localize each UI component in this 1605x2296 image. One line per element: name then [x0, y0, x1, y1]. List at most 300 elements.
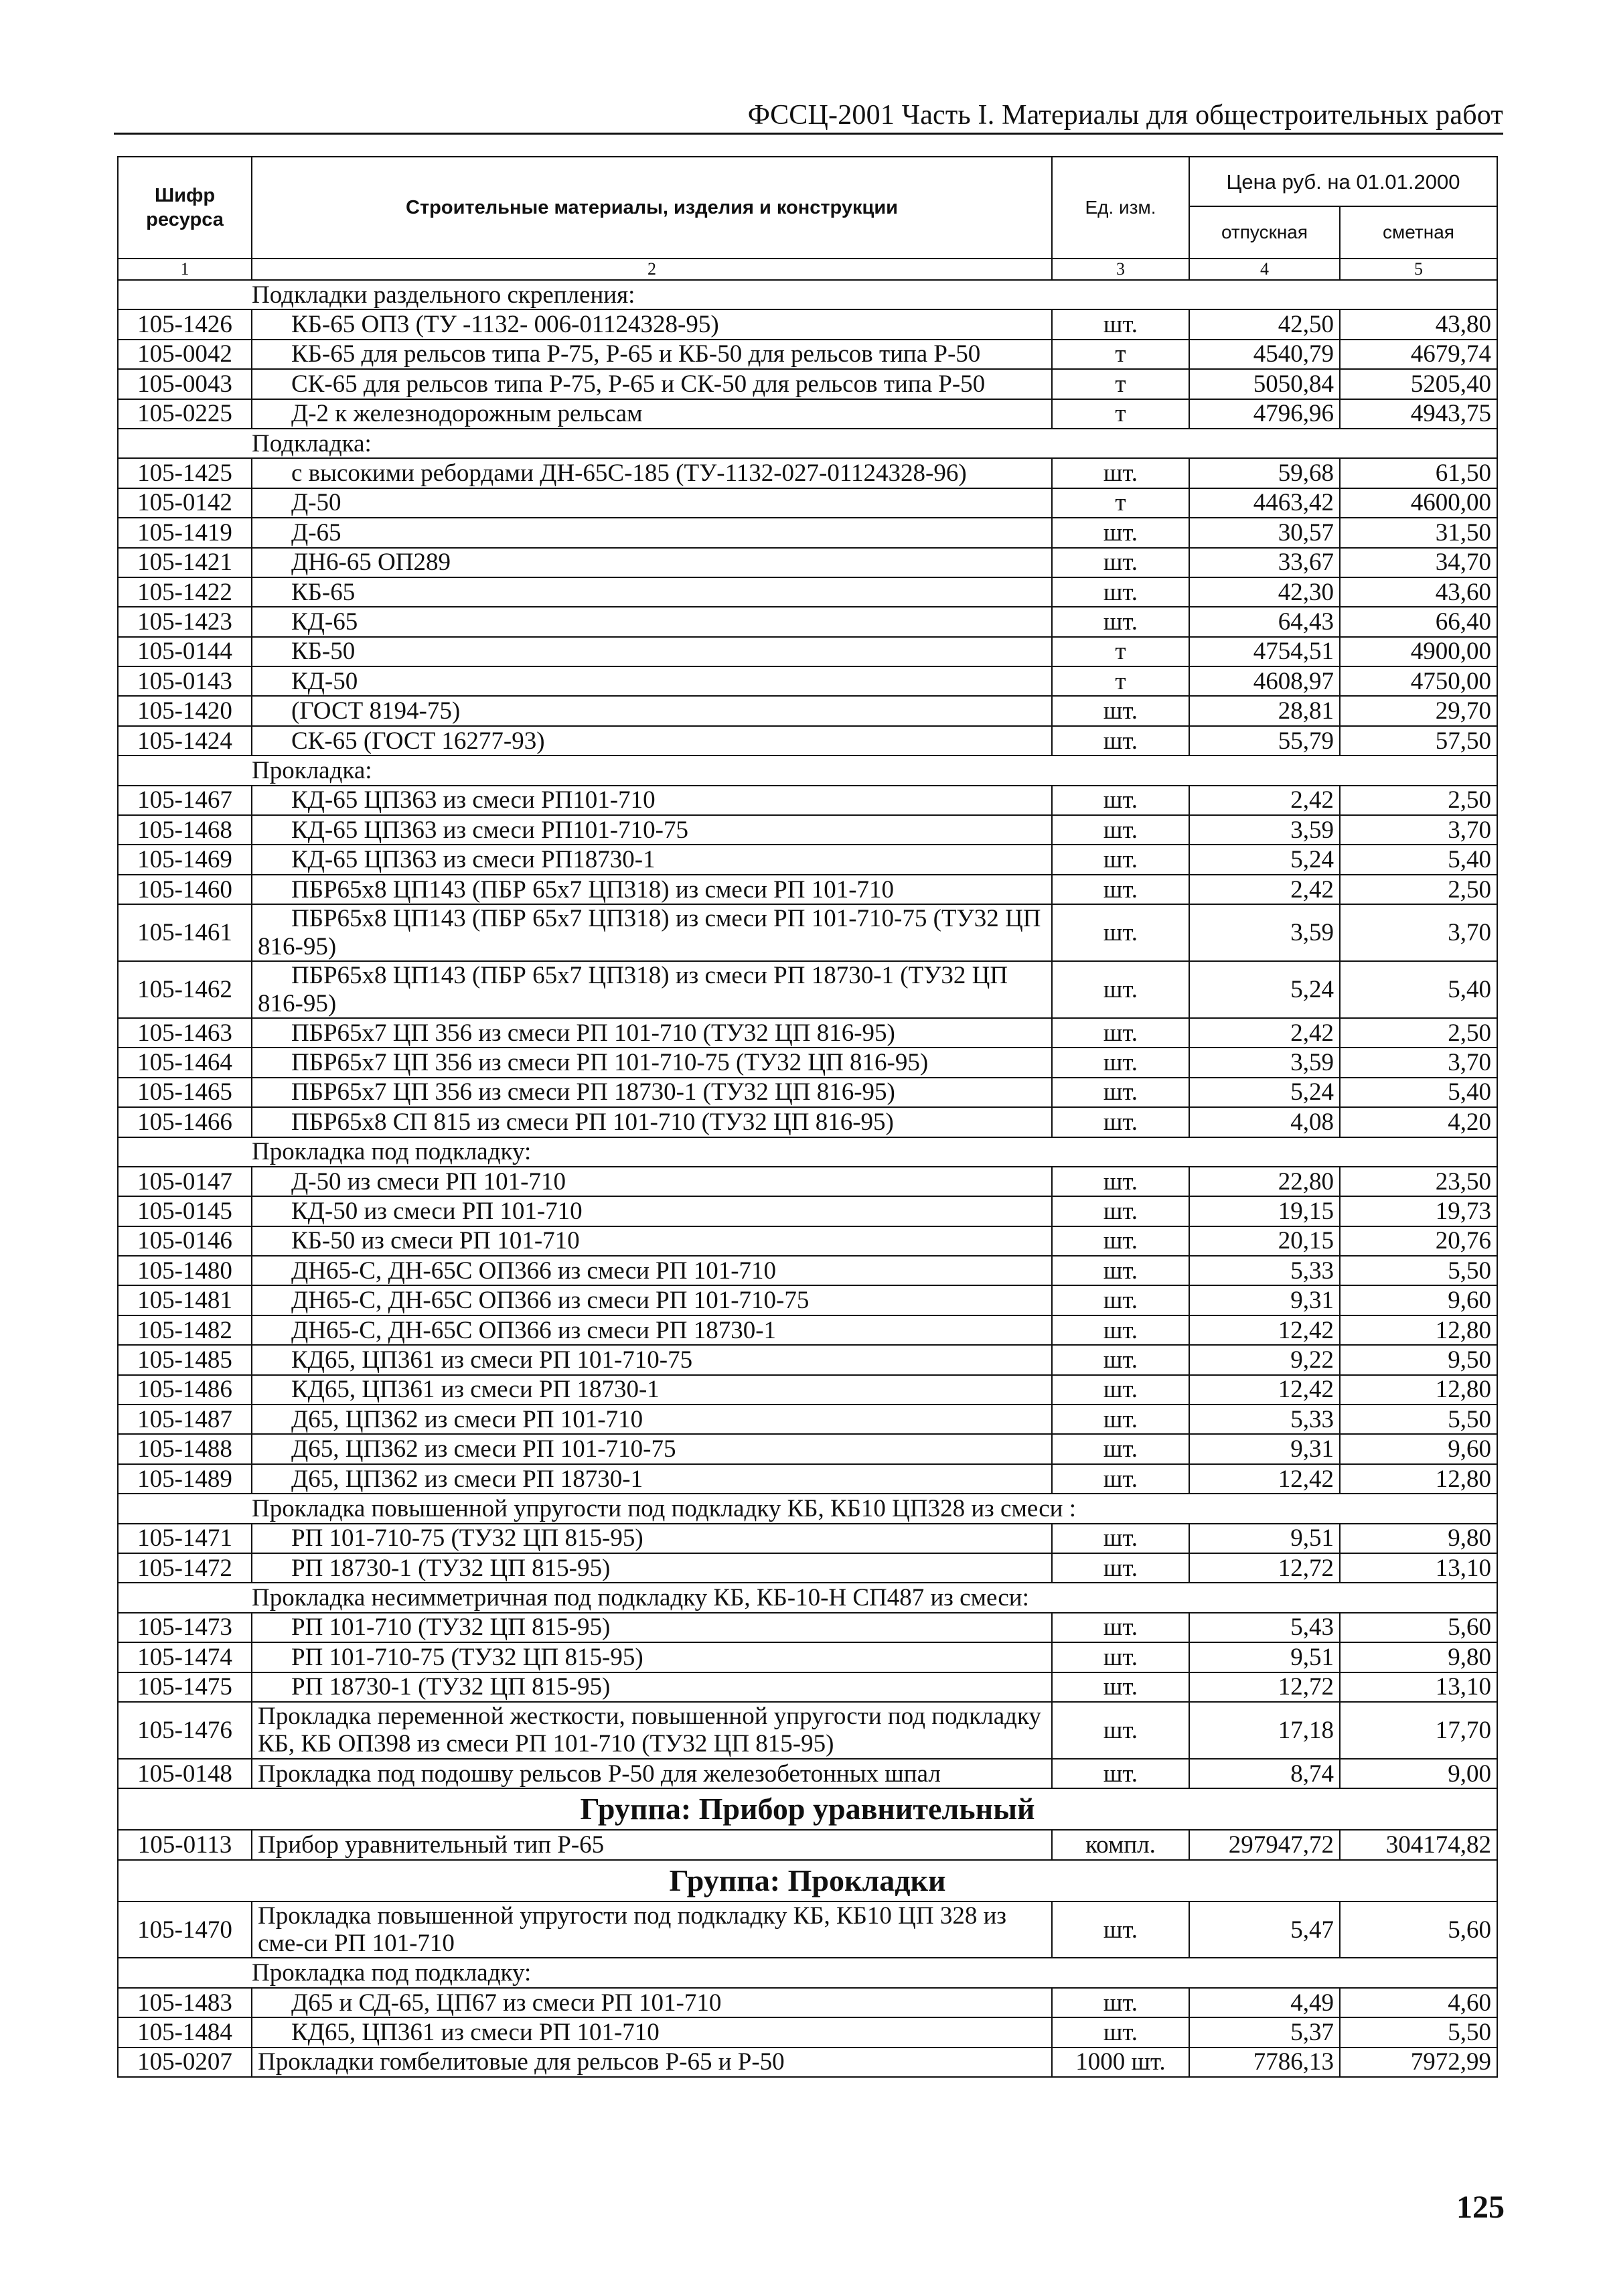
- resource-code: 105-0147: [118, 1167, 252, 1196]
- unit: 1000 шт.: [1052, 2048, 1189, 2077]
- material-name: ДН65-С, ДН-65С ОП366 из смеси РП 18730-1: [252, 1315, 1052, 1345]
- material-name: РП 101-710 (ТУ32 ЦП 815-95): [252, 1613, 1052, 1642]
- resource-code: 105-1460: [118, 875, 252, 904]
- resource-code: 105-0146: [118, 1226, 252, 1256]
- column-header-name: Строительные материалы, изделия и конструкции: [252, 157, 1052, 259]
- unit: шт.: [1052, 1048, 1189, 1077]
- price-release: 17,18: [1189, 1702, 1340, 1759]
- resource-code: 105-1480: [118, 1256, 252, 1285]
- material-name: ДН6-65 ОП289: [252, 548, 1052, 577]
- resource-code: 105-0144: [118, 637, 252, 666]
- table-row: [118, 1672, 1497, 1702]
- material-name: КБ-65 для рельсов типа Р-75, Р-65 и КБ-50 для рельсов типа Р-50: [252, 340, 1052, 369]
- resource-code: 105-1471: [118, 1524, 252, 1553]
- unit: шт.: [1052, 1375, 1189, 1405]
- unit: шт.: [1052, 1315, 1189, 1345]
- material-name: КД-65 ЦП363 из смеси РП18730-1: [252, 845, 1052, 874]
- price-release: 22,80: [1189, 1167, 1340, 1196]
- group-title: Группа: Прибор уравнительный: [118, 1788, 1497, 1830]
- table-row: [118, 458, 1497, 488]
- table-row: [118, 399, 1497, 429]
- price-estimate: 4943,75: [1340, 399, 1497, 429]
- table-row: [118, 1759, 1497, 1788]
- unit: шт.: [1052, 1107, 1189, 1137]
- price-release: 2,42: [1189, 875, 1340, 904]
- resource-code: 105-1489: [118, 1464, 252, 1494]
- section-title: Прокладка несимметричная под подкладку КБ, КБ-10-Н СП487 из смеси:: [252, 1583, 1497, 1612]
- material-name: ПБР65х8 СП 815 из смеси РП 101-710 (ТУ32 ЦП 816-95): [252, 1107, 1052, 1137]
- price-estimate: 31,50: [1340, 518, 1497, 547]
- price-estimate: 4,60: [1340, 1988, 1497, 2017]
- unit: шт.: [1052, 548, 1189, 577]
- table-row: [118, 309, 1497, 339]
- section-title: Прокладка под подкладку:: [252, 1137, 1497, 1167]
- material-name: ДН65-С, ДН-65С ОП366 из смеси РП 101-710-75: [252, 1285, 1052, 1315]
- unit: т: [1052, 637, 1189, 666]
- price-release: 3,59: [1189, 815, 1340, 845]
- table-row: [118, 340, 1497, 369]
- price-estimate: 5,50: [1340, 1405, 1497, 1434]
- price-estimate: 5205,40: [1340, 369, 1497, 399]
- unit: шт.: [1052, 1167, 1189, 1196]
- resource-code: 105-1464: [118, 1048, 252, 1077]
- section-title: Прокладка:: [252, 756, 1497, 785]
- table-row: [118, 726, 1497, 756]
- price-estimate: 4600,00: [1340, 488, 1497, 518]
- price-estimate: 3,70: [1340, 904, 1497, 961]
- price-estimate: 9,80: [1340, 1524, 1497, 1553]
- price-release: 9,22: [1189, 1345, 1340, 1374]
- column-header-code: Шифр ресурса: [118, 157, 252, 259]
- group-title: Группа: Прокладки: [118, 1860, 1497, 1902]
- group-title-row: [118, 1788, 1497, 1830]
- table-row: [118, 1524, 1497, 1553]
- column-number: 4: [1189, 259, 1340, 280]
- material-name: РП 18730-1 (ТУ32 ЦП 815-95): [252, 1672, 1052, 1702]
- section-title-row: [118, 1583, 1497, 1612]
- page-number: 125: [1456, 2190, 1505, 2225]
- column-number: 3: [1052, 259, 1189, 280]
- price-release: 64,43: [1189, 607, 1340, 636]
- resource-code: 105-1488: [118, 1434, 252, 1463]
- resource-code: 105-0042: [118, 340, 252, 369]
- price-release: 2,42: [1189, 1018, 1340, 1048]
- table-row: [118, 961, 1497, 1018]
- material-name: КД65, ЦП361 из смеси РП 101-710: [252, 2017, 1052, 2047]
- price-estimate: 9,80: [1340, 1642, 1497, 1672]
- resource-code: 105-1474: [118, 1642, 252, 1672]
- material-name: КБ-65: [252, 577, 1052, 607]
- price-release: 5050,84: [1189, 369, 1340, 399]
- unit: шт.: [1052, 1256, 1189, 1285]
- table-row: [118, 1434, 1497, 1463]
- price-estimate: 7972,99: [1340, 2048, 1497, 2077]
- table-row: [118, 1988, 1497, 2017]
- unit: шт.: [1052, 1613, 1189, 1642]
- price-release: 5,24: [1189, 1078, 1340, 1107]
- section-title-row: [118, 1137, 1497, 1167]
- price-estimate: 34,70: [1340, 548, 1497, 577]
- unit: шт.: [1052, 1285, 1189, 1315]
- material-name: КБ-50 из смеси РП 101-710: [252, 1226, 1052, 1256]
- material-name: Прокладки гомбелитовые для рельсов Р-65 и Р-50: [252, 2048, 1052, 2077]
- price-release: 9,51: [1189, 1524, 1340, 1553]
- price-release: 3,59: [1189, 904, 1340, 961]
- material-name: Д-50: [252, 488, 1052, 518]
- table-row: [118, 548, 1497, 577]
- price-estimate: 5,50: [1340, 2017, 1497, 2047]
- page-header: [114, 100, 1503, 135]
- price-release: 12,72: [1189, 1553, 1340, 1583]
- section-title: Подкладки раздельного скрепления:: [252, 280, 1497, 309]
- table-row: [118, 1285, 1497, 1315]
- section-title-row: [118, 280, 1497, 309]
- section-title-row: [118, 1494, 1497, 1523]
- material-name: Прокладка повышенной упругости под подкладку КБ, КБ10 ЦП 328 из сме-си РП 101-710: [252, 1902, 1052, 1958]
- price-release: 8,74: [1189, 1759, 1340, 1788]
- section-spacer: [118, 1958, 252, 1987]
- resource-code: 105-1425: [118, 458, 252, 488]
- price-estimate: 12,80: [1340, 1464, 1497, 1494]
- price-release: 28,81: [1189, 696, 1340, 725]
- unit: шт.: [1052, 1196, 1189, 1226]
- material-name: ПБР65х8 ЦП143 (ПБР 65х7 ЦП318) из смеси РП 101-710-75 (ТУ32 ЦП 816-95): [252, 904, 1052, 961]
- material-name: Прокладка под подошву рельсов Р-50 для железобетонных шпал: [252, 1759, 1052, 1788]
- material-name: Прокладка переменной жесткости, повышенной упругости под подкладку КБ, КБ ОП398 из смеси РП 101-710 (ТУ32 ЦП 815-95): [252, 1702, 1052, 1759]
- price-estimate: 5,60: [1340, 1902, 1497, 1958]
- section-title: Подкладка:: [252, 429, 1497, 458]
- table-row: [118, 845, 1497, 874]
- table-row: [118, 1642, 1497, 1672]
- price-estimate: 29,70: [1340, 696, 1497, 725]
- table-row: [118, 1464, 1497, 1494]
- resource-code: 105-1476: [118, 1702, 252, 1759]
- price-estimate: 5,40: [1340, 1078, 1497, 1107]
- material-name: ДН65-С, ДН-65С ОП366 из смеси РП 101-710: [252, 1256, 1052, 1285]
- price-estimate: 13,10: [1340, 1553, 1497, 1583]
- material-name: КД-50 из смеси РП 101-710: [252, 1196, 1052, 1226]
- price-estimate: 43,60: [1340, 577, 1497, 607]
- column-number: 1: [118, 259, 252, 280]
- price-estimate: 13,10: [1340, 1672, 1497, 1702]
- resource-code: 105-1420: [118, 696, 252, 725]
- resource-code: 105-1475: [118, 1672, 252, 1702]
- price-estimate: 2,50: [1340, 875, 1497, 904]
- material-name: Д65 и СД-65, ЦП67 из смеси РП 101-710: [252, 1988, 1052, 2017]
- resource-code: 105-1468: [118, 815, 252, 845]
- price-release: 12,72: [1189, 1672, 1340, 1702]
- unit: т: [1052, 340, 1189, 369]
- unit: шт.: [1052, 845, 1189, 874]
- unit: т: [1052, 369, 1189, 399]
- unit: шт.: [1052, 518, 1189, 547]
- price-release: 19,15: [1189, 1196, 1340, 1226]
- price-release: 9,31: [1189, 1434, 1340, 1463]
- material-name: ПБР65х8 ЦП143 (ПБР 65х7 ЦП318) из смеси РП 101-710: [252, 875, 1052, 904]
- material-name: РП 101-710-75 (ТУ32 ЦП 815-95): [252, 1642, 1052, 1672]
- table-row: [118, 666, 1497, 696]
- column-header-price-release: отпускная: [1189, 206, 1340, 259]
- unit: шт.: [1052, 1642, 1189, 1672]
- resource-code: 105-1462: [118, 961, 252, 1018]
- resource-code: 105-1487: [118, 1405, 252, 1434]
- unit: шт.: [1052, 1018, 1189, 1048]
- unit: шт.: [1052, 786, 1189, 815]
- unit: компл.: [1052, 1830, 1189, 1859]
- table-row: [118, 369, 1497, 399]
- resource-code: 105-0142: [118, 488, 252, 518]
- price-release: 30,57: [1189, 518, 1340, 547]
- table-row: [118, 1048, 1497, 1077]
- resource-code: 105-1461: [118, 904, 252, 961]
- table-row: [118, 1107, 1497, 1137]
- resource-code: 105-1423: [118, 607, 252, 636]
- price-release: 55,79: [1189, 726, 1340, 756]
- column-header-unit: Ед. изм.: [1052, 157, 1189, 259]
- unit: шт.: [1052, 815, 1189, 845]
- material-name: КД-65: [252, 607, 1052, 636]
- section-title: Прокладка повышенной упругости под подкладку КБ, КБ10 ЦП328 из смеси :: [252, 1494, 1497, 1523]
- price-release: 2,42: [1189, 786, 1340, 815]
- table-header-row: [118, 157, 1497, 206]
- unit: шт.: [1052, 1902, 1189, 1958]
- resource-code: 105-1486: [118, 1375, 252, 1405]
- table-row: [118, 607, 1497, 636]
- column-numbers-row: [118, 259, 1497, 280]
- resource-code: 105-1482: [118, 1315, 252, 1345]
- unit: шт.: [1052, 875, 1189, 904]
- resource-code: 105-1421: [118, 548, 252, 577]
- price-release: 4540,79: [1189, 340, 1340, 369]
- unit: т: [1052, 399, 1189, 429]
- unit: шт.: [1052, 1464, 1189, 1494]
- material-name: КБ-65 ОП3 (ТУ -1132- 006-01124328-95): [252, 309, 1052, 339]
- unit: шт.: [1052, 1405, 1189, 1434]
- price-release: 9,31: [1189, 1285, 1340, 1315]
- unit: шт.: [1052, 1759, 1189, 1788]
- price-release: 5,33: [1189, 1405, 1340, 1434]
- resource-code: 105-0113: [118, 1830, 252, 1859]
- price-estimate: 3,70: [1340, 1048, 1497, 1077]
- table-row: [118, 1167, 1497, 1196]
- table-row: [118, 488, 1497, 518]
- resource-code: 105-1424: [118, 726, 252, 756]
- table-row: [118, 577, 1497, 607]
- unit: шт.: [1052, 1345, 1189, 1374]
- price-release: 9,51: [1189, 1642, 1340, 1672]
- price-estimate: 2,50: [1340, 786, 1497, 815]
- unit: шт.: [1052, 961, 1189, 1018]
- unit: шт.: [1052, 696, 1189, 725]
- unit: шт.: [1052, 1524, 1189, 1553]
- price-estimate: 2,50: [1340, 1018, 1497, 1048]
- table-row: [118, 1553, 1497, 1583]
- price-release: 20,15: [1189, 1226, 1340, 1256]
- material-name: КД-50: [252, 666, 1052, 696]
- price-estimate: 12,80: [1340, 1375, 1497, 1405]
- page-header-title: ФССЦ-2001 Часть I. Материалы для общестроительных работ: [747, 100, 1503, 131]
- price-release: 5,37: [1189, 2017, 1340, 2047]
- table-row: [118, 1078, 1497, 1107]
- unit: шт.: [1052, 1434, 1189, 1463]
- material-name: РП 101-710-75 (ТУ32 ЦП 815-95): [252, 1524, 1052, 1553]
- column-number: 5: [1340, 259, 1497, 280]
- table-row: [118, 1256, 1497, 1285]
- table-row: [118, 1613, 1497, 1642]
- unit: шт.: [1052, 577, 1189, 607]
- resource-code: 105-0143: [118, 666, 252, 696]
- material-name: КД65, ЦП361 из смеси РП 101-710-75: [252, 1345, 1052, 1374]
- price-release: 42,50: [1189, 309, 1340, 339]
- price-estimate: 20,76: [1340, 1226, 1497, 1256]
- price-release: 3,59: [1189, 1048, 1340, 1077]
- unit: шт.: [1052, 1702, 1189, 1759]
- price-release: 4463,42: [1189, 488, 1340, 518]
- column-header-price: Цена руб. на 01.01.2000: [1189, 157, 1497, 206]
- material-name: ПБР65х7 ЦП 356 из смеси РП 18730-1 (ТУ32 ЦП 816-95): [252, 1078, 1052, 1107]
- resource-code: 105-0043: [118, 369, 252, 399]
- unit: шт.: [1052, 1988, 1189, 2017]
- material-name: с высокими ребордами ДН-65С-185 (ТУ-1132-027-01124328-96): [252, 458, 1052, 488]
- section-spacer: [118, 1137, 252, 1167]
- section-spacer: [118, 1494, 252, 1523]
- price-estimate: 5,40: [1340, 845, 1497, 874]
- resource-code: 105-1473: [118, 1613, 252, 1642]
- table-row: [118, 1902, 1497, 1958]
- unit: шт.: [1052, 1226, 1189, 1256]
- price-release: 4,08: [1189, 1107, 1340, 1137]
- table-row: [118, 2048, 1497, 2077]
- resource-code: 105-1467: [118, 786, 252, 815]
- price-estimate: 5,50: [1340, 1256, 1497, 1285]
- material-name: Д-65: [252, 518, 1052, 547]
- unit: шт.: [1052, 1078, 1189, 1107]
- resource-code: 105-1485: [118, 1345, 252, 1374]
- group-title-row: [118, 1860, 1497, 1902]
- table-row: [118, 1345, 1497, 1374]
- price-release: 297947,72: [1189, 1830, 1340, 1859]
- price-release: 4754,51: [1189, 637, 1340, 666]
- material-name: ПБР65х7 ЦП 356 из смеси РП 101-710 (ТУ32 ЦП 816-95): [252, 1018, 1052, 1048]
- price-estimate: 17,70: [1340, 1702, 1497, 1759]
- section-spacer: [118, 1583, 252, 1612]
- section-spacer: [118, 756, 252, 785]
- price-release: 12,42: [1189, 1315, 1340, 1345]
- price-estimate: 5,60: [1340, 1613, 1497, 1642]
- table-row: [118, 1315, 1497, 1345]
- price-table: [117, 156, 1498, 2078]
- material-name: КД65, ЦП361 из смеси РП 18730-1: [252, 1375, 1052, 1405]
- table-row: [118, 1226, 1497, 1256]
- table-row: [118, 1196, 1497, 1226]
- table-row: [118, 2017, 1497, 2047]
- resource-code: 105-1419: [118, 518, 252, 547]
- resource-code: 105-1472: [118, 1553, 252, 1583]
- price-estimate: 4900,00: [1340, 637, 1497, 666]
- section-spacer: [118, 280, 252, 309]
- resource-code: 105-1465: [118, 1078, 252, 1107]
- price-estimate: 3,70: [1340, 815, 1497, 845]
- price-release: 5,43: [1189, 1613, 1340, 1642]
- price-estimate: 61,50: [1340, 458, 1497, 488]
- price-release: 5,24: [1189, 961, 1340, 1018]
- price-estimate: 23,50: [1340, 1167, 1497, 1196]
- unit: шт.: [1052, 1553, 1189, 1583]
- price-estimate: 4750,00: [1340, 666, 1497, 696]
- material-name: СК-65 для рельсов типа Р-75, Р-65 и СК-50 для рельсов типа Р-50: [252, 369, 1052, 399]
- price-estimate: 19,73: [1340, 1196, 1497, 1226]
- resource-code: 105-1426: [118, 309, 252, 339]
- material-name: КД-65 ЦП363 из смеси РП101-710: [252, 786, 1052, 815]
- price-estimate: 9,50: [1340, 1345, 1497, 1374]
- price-estimate: 9,60: [1340, 1285, 1497, 1315]
- table-row: [118, 696, 1497, 725]
- resource-code: 105-1484: [118, 2017, 252, 2047]
- resource-code: 105-1466: [118, 1107, 252, 1137]
- price-release: 4796,96: [1189, 399, 1340, 429]
- material-name: КБ-50: [252, 637, 1052, 666]
- column-header-price-estimate: сметная: [1340, 206, 1497, 259]
- material-name: Д-50 из смеси РП 101-710: [252, 1167, 1052, 1196]
- price-estimate: 43,80: [1340, 309, 1497, 339]
- material-name: Д65, ЦП362 из смеси РП 101-710-75: [252, 1434, 1052, 1463]
- unit: шт.: [1052, 904, 1189, 961]
- table-row: [118, 1018, 1497, 1048]
- resource-code: 105-1481: [118, 1285, 252, 1315]
- price-estimate: 4,20: [1340, 1107, 1497, 1137]
- resource-code: 105-1469: [118, 845, 252, 874]
- material-name: Д65, ЦП362 из смеси РП 18730-1: [252, 1464, 1052, 1494]
- price-release: 5,33: [1189, 1256, 1340, 1285]
- price-release: 7786,13: [1189, 2048, 1340, 2077]
- resource-code: 105-0225: [118, 399, 252, 429]
- resource-code: 105-0148: [118, 1759, 252, 1788]
- table-row: [118, 637, 1497, 666]
- section-title: Прокладка под подкладку:: [252, 1958, 1497, 1987]
- price-release: 12,42: [1189, 1375, 1340, 1405]
- table-row: [118, 875, 1497, 904]
- table-row: [118, 1830, 1497, 1859]
- table-row: [118, 1702, 1497, 1759]
- price-estimate: 66,40: [1340, 607, 1497, 636]
- resource-code: 105-1470: [118, 1902, 252, 1958]
- price-release: 5,47: [1189, 1902, 1340, 1958]
- resource-code: 105-1483: [118, 1988, 252, 2017]
- price-release: 33,67: [1189, 548, 1340, 577]
- material-name: Д-2 к железнодорожным рельсам: [252, 399, 1052, 429]
- price-release: 5,24: [1189, 845, 1340, 874]
- material-name: ПБР65х7 ЦП 356 из смеси РП 101-710-75 (ТУ32 ЦП 816-95): [252, 1048, 1052, 1077]
- resource-code: 105-1422: [118, 577, 252, 607]
- unit: шт.: [1052, 2017, 1189, 2047]
- price-estimate: 9,60: [1340, 1434, 1497, 1463]
- material-name: ПБР65х8 ЦП143 (ПБР 65х7 ЦП318) из смеси РП 18730-1 (ТУ32 ЦП 816-95): [252, 961, 1052, 1018]
- unit: шт.: [1052, 458, 1189, 488]
- price-release: 4,49: [1189, 1988, 1340, 2017]
- column-number: 2: [252, 259, 1052, 280]
- unit: т: [1052, 488, 1189, 518]
- unit: шт.: [1052, 1672, 1189, 1702]
- unit: шт.: [1052, 607, 1189, 636]
- price-release: 42,30: [1189, 577, 1340, 607]
- material-name: Д65, ЦП362 из смеси РП 101-710: [252, 1405, 1052, 1434]
- table-row: [118, 1375, 1497, 1405]
- price-estimate: 9,00: [1340, 1759, 1497, 1788]
- price-estimate: 304174,82: [1340, 1830, 1497, 1859]
- resource-code: 105-1463: [118, 1018, 252, 1048]
- table-row: [118, 904, 1497, 961]
- table-row: [118, 815, 1497, 845]
